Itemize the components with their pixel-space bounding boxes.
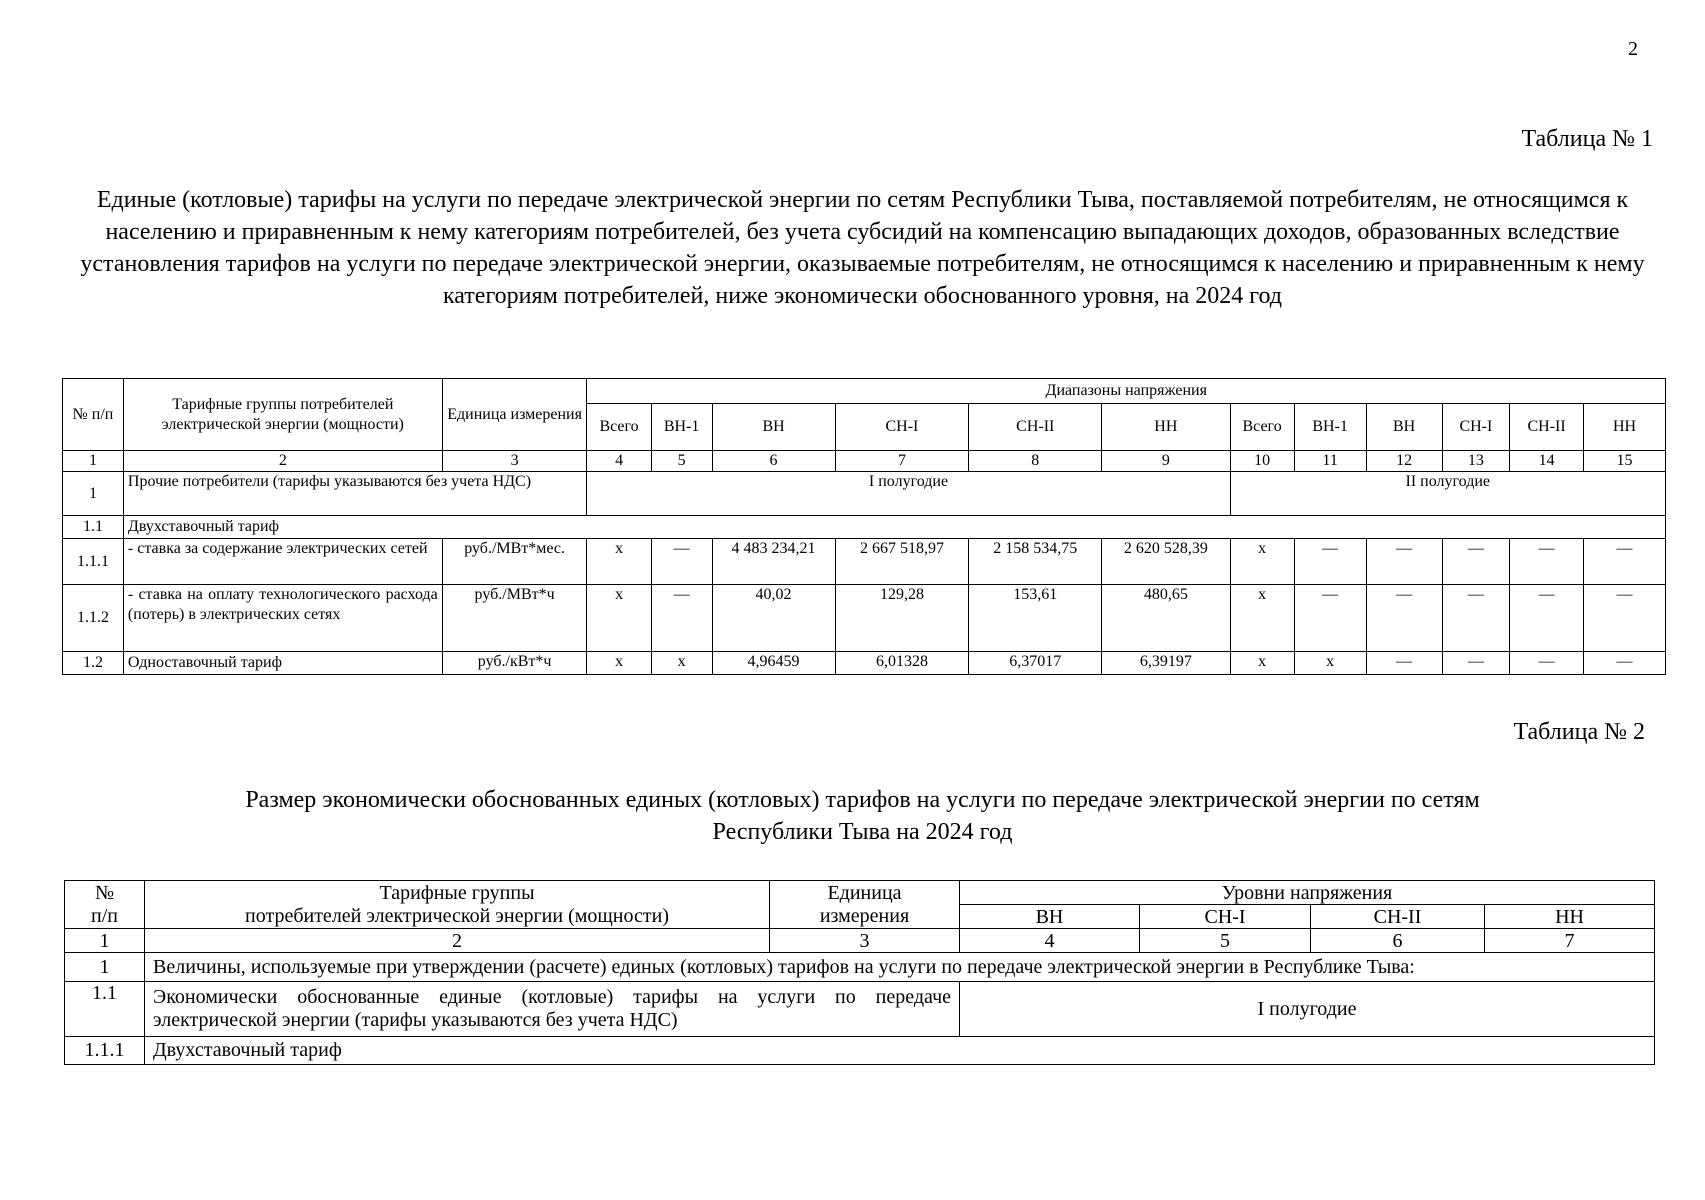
page-number: 2 — [1628, 38, 1638, 60]
row-num: 1.1.1 — [65, 1037, 145, 1065]
value-cell: 2 158 534,75 — [969, 539, 1102, 585]
column-number: 14 — [1510, 451, 1584, 472]
column-number: 4 — [960, 929, 1140, 953]
level-header: ВН-1 — [1294, 404, 1366, 451]
column-number: 13 — [1442, 451, 1509, 472]
level-header: СН-II — [1510, 404, 1584, 451]
table-row — [63, 539, 1666, 585]
value-cell: 6,39197 — [1102, 652, 1230, 675]
value-cell: — — [1366, 652, 1442, 675]
header-unit-bottom: измерения — [770, 905, 960, 929]
value-cell: — — [1294, 539, 1366, 585]
table-row — [65, 1037, 1655, 1065]
column-number: 15 — [1584, 451, 1666, 472]
value-cell: 2 620 528,39 — [1102, 539, 1230, 585]
column-number: 3 — [770, 929, 960, 953]
table-row — [63, 516, 1666, 539]
level-header: НН — [1584, 404, 1666, 451]
row-num: 1.1.1 — [63, 539, 124, 585]
value-cell: — — [651, 585, 712, 652]
level-header: Всего — [587, 404, 651, 451]
value-cell: х — [1230, 652, 1294, 675]
value-cell: — — [1584, 585, 1666, 652]
column-number: 7 — [835, 451, 969, 472]
value-cell: 4 483 234,21 — [712, 539, 835, 585]
tariff-table-2 — [64, 880, 1655, 1065]
column-number: 3 — [442, 451, 587, 472]
column-number: 2 — [145, 929, 770, 953]
tariff-table-1 — [62, 378, 1666, 675]
row-name: - ставка за содержание электрических сетей — [123, 539, 442, 585]
value-cell: х — [587, 652, 651, 675]
table-row — [63, 652, 1666, 675]
half-year-1: I полугодие — [587, 472, 1230, 516]
column-number: 9 — [1102, 451, 1230, 472]
value-cell: — — [1510, 585, 1584, 652]
value-cell: 480,65 — [1102, 585, 1230, 652]
column-number: 8 — [969, 451, 1102, 472]
row-name: Одноставочный тариф — [123, 652, 442, 675]
value-cell: — — [1510, 539, 1584, 585]
value-cell: — — [1584, 539, 1666, 585]
level-header: СН-I — [1442, 404, 1509, 451]
column-number: 7 — [1485, 929, 1655, 953]
value-cell: 4,96459 — [712, 652, 835, 675]
header-group-bottom: потребителей электрической энергии (мощности) — [145, 905, 770, 929]
table2-title-line2: Республики Тыва на 2024 год — [712, 819, 1013, 845]
column-number: 6 — [1311, 929, 1485, 953]
value-cell: — — [1442, 652, 1509, 675]
column-number: 5 — [651, 451, 712, 472]
row-num: 1.1 — [63, 516, 124, 539]
row-num: 1 — [65, 953, 145, 982]
row-name: - ставка на оплату технологического расхода (потерь) в электрических сетях — [123, 585, 442, 652]
row-unit: руб./МВт*ч — [442, 585, 587, 652]
header-unit-top: Единица — [770, 881, 960, 905]
column-number: 1 — [65, 929, 145, 953]
row-num: 1.1.2 — [63, 585, 124, 652]
level-header: Всего — [1230, 404, 1294, 451]
header-num-top: № — [65, 881, 145, 905]
table2-title-line1: Размер экономически обоснованных единых (котловых) тарифов на услуги по передаче электрической энергии по сетям — [245, 787, 1480, 813]
row-name: Двухставочный тариф — [145, 1037, 1655, 1065]
level-header: ВН — [960, 905, 1140, 929]
column-number: 10 — [1230, 451, 1294, 472]
half-year-2: II полугодие — [1230, 472, 1665, 516]
table-row — [65, 982, 1655, 1037]
row-num: 1 — [63, 472, 124, 516]
level-header: СН-II — [969, 404, 1102, 451]
row-num: 1.1 — [65, 982, 145, 1037]
level-header: НН — [1485, 905, 1655, 929]
row-name: Экономически обоснованные единые (котловые) тарифы на услуги по передаче электрической энергии (тарифы указываются без учета НДС) — [145, 982, 960, 1037]
value-cell: х — [1294, 652, 1366, 675]
level-header: СН-II — [1311, 905, 1485, 929]
value-cell: 40,02 — [712, 585, 835, 652]
header-group: Тарифные группы потребителей электрической энергии (мощности) — [123, 379, 442, 451]
value-cell: — — [1366, 539, 1442, 585]
value-cell: — — [1294, 585, 1366, 652]
row-name: Прочие потребители (тарифы указываются без учета НДС) — [123, 472, 587, 516]
value-cell: х — [1230, 539, 1294, 585]
value-cell: — — [1510, 652, 1584, 675]
value-cell: — — [1366, 585, 1442, 652]
value-cell: х — [651, 652, 712, 675]
table-row — [65, 953, 1655, 982]
table2-title — [60, 784, 1665, 848]
header-unit: Единица измерения — [442, 379, 587, 451]
column-number: 6 — [712, 451, 835, 472]
value-cell: 2 667 518,97 — [835, 539, 969, 585]
value-cell: — — [1442, 585, 1509, 652]
row-name: Двухставочный тариф — [123, 516, 1665, 539]
column-number: 5 — [1140, 929, 1311, 953]
header-ranges: Диапазоны напряжения — [587, 379, 1666, 404]
value-cell: 153,61 — [969, 585, 1102, 652]
column-number: 11 — [1294, 451, 1366, 472]
header-num-bottom: п/п — [65, 905, 145, 929]
value-cell: 6,01328 — [835, 652, 969, 675]
row-unit: руб./кВт*ч — [442, 652, 587, 675]
column-number: 1 — [63, 451, 124, 472]
value-cell: — — [651, 539, 712, 585]
header-levels-title: Уровни напряжения — [960, 881, 1655, 905]
header-group-top: Тарифные группы — [145, 881, 770, 905]
level-header: ВН — [1366, 404, 1442, 451]
table2-label: Таблица № 2 — [1513, 719, 1645, 745]
row-unit: руб./МВт*мес. — [442, 539, 587, 585]
level-header: СН-I — [1140, 905, 1311, 929]
value-cell: — — [1584, 652, 1666, 675]
level-header: НН — [1102, 404, 1230, 451]
value-cell: х — [1230, 585, 1294, 652]
table1-title: Единые (котловые) тарифы на услуги по передаче электрической энергии по сетям Республики Тыва, поставляемой потребителям, не относящимся к населению и приравненным к нему категориям потребителей, без учета субсидий на компенсацию выпадающих доходов, образованных вследствие установления тарифов на услуги по передаче электрической энергии, оказываемые потребителям, не относящимся к населению и приравненным к нему категориям потребителей, ниже экономически обоснованного уровня, на 2024 год — [80, 187, 1645, 309]
value-cell: х — [587, 585, 651, 652]
header-num: № п/п — [63, 379, 124, 451]
table1-label: Таблица № 1 — [1521, 126, 1653, 152]
value-cell: — — [1442, 539, 1509, 585]
row-num: 1.2 — [63, 652, 124, 675]
value-cell: х — [587, 539, 651, 585]
column-number: 4 — [587, 451, 651, 472]
level-header: СН-I — [835, 404, 969, 451]
level-header: ВН-1 — [651, 404, 712, 451]
table-row — [63, 585, 1666, 652]
value-cell: 129,28 — [835, 585, 969, 652]
table-row — [63, 472, 1666, 516]
half-year-1: I полугодие — [960, 982, 1655, 1037]
level-header: ВН — [712, 404, 835, 451]
value-cell: 6,37017 — [969, 652, 1102, 675]
column-number: 2 — [123, 451, 442, 472]
row-name: Величины, используемые при утверждении (расчете) единых (котловых) тарифов на услуги по передаче электрической энергии в Республике Тыва: — [145, 953, 1655, 982]
column-number: 12 — [1366, 451, 1442, 472]
